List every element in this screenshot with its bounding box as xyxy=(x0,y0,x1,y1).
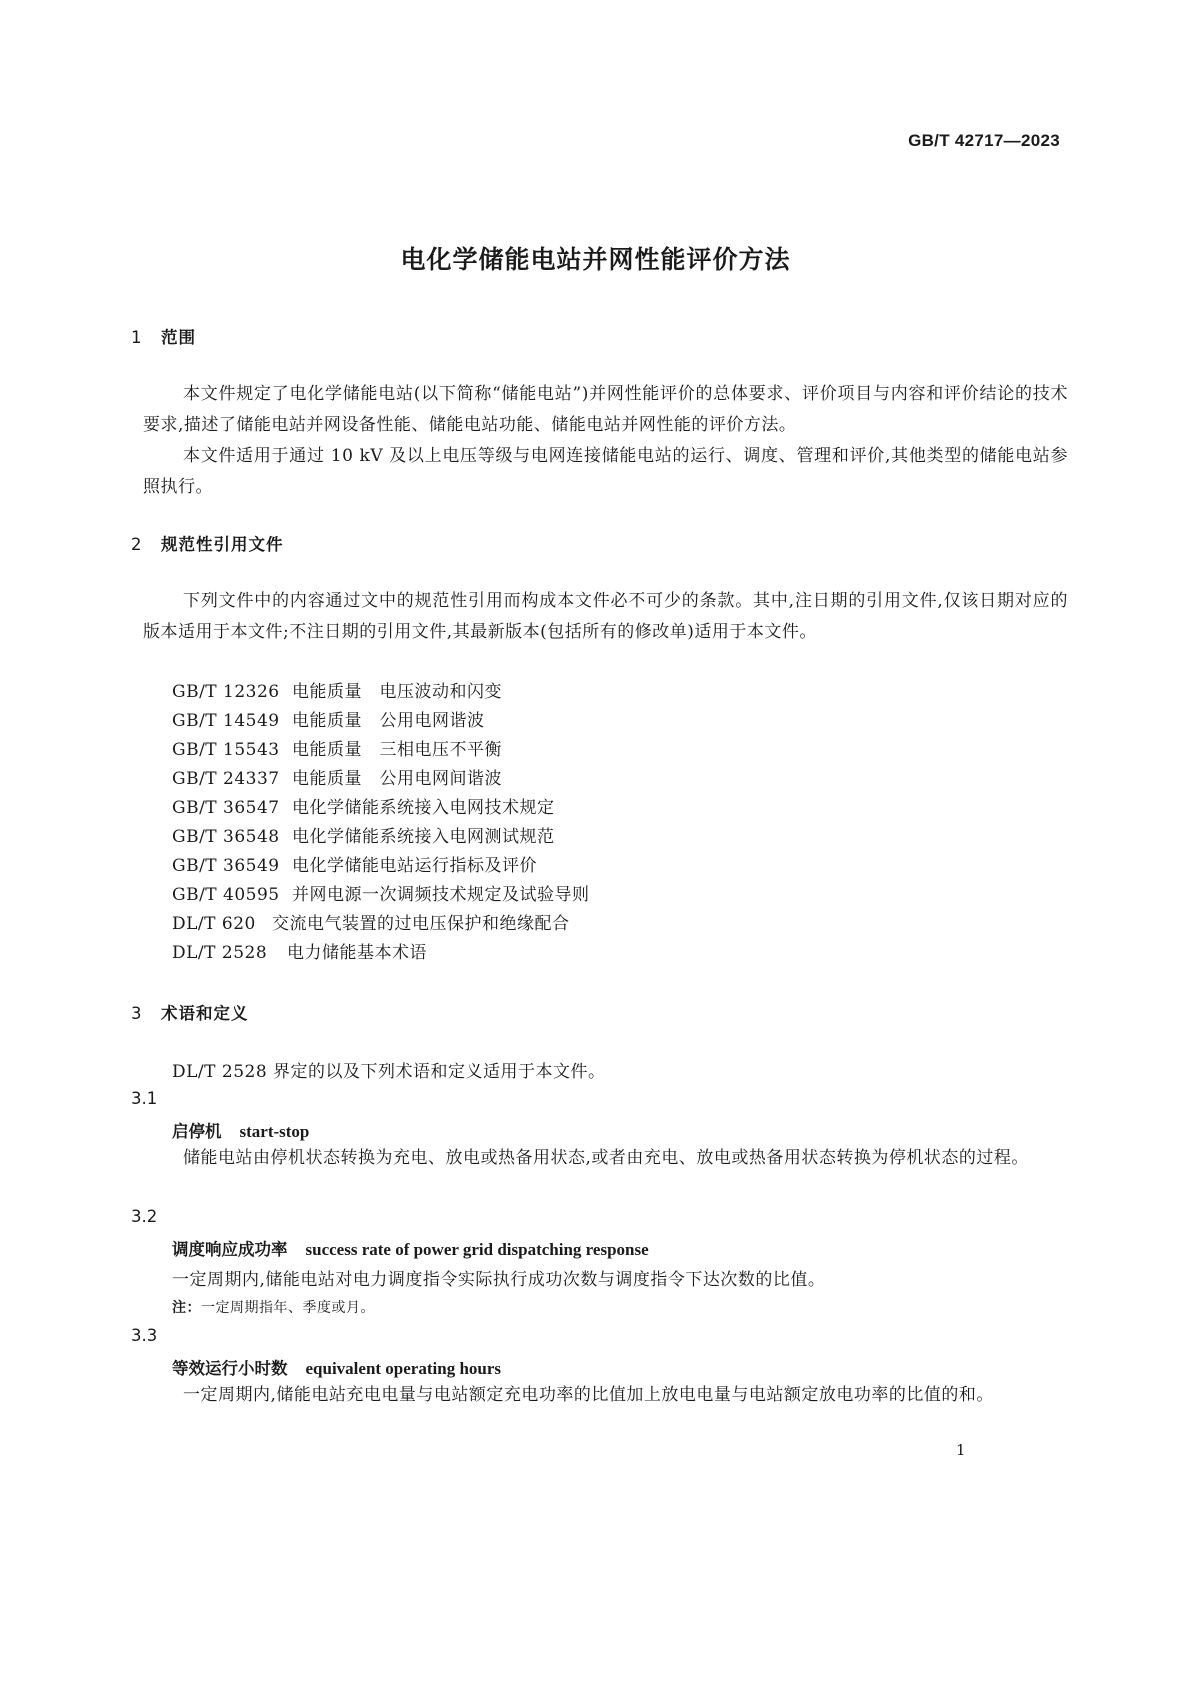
term-zh: 调度响应成功率 xyxy=(172,1240,288,1259)
section-title: 术语和定义 xyxy=(161,1004,249,1023)
term-definition: 一定周期内,储能电站对电力调度指令实际执行成功次数与调度指令下达次数的比值。 xyxy=(172,1270,826,1290)
reference-name: 电化学储能系统接入电网测试规范 xyxy=(292,827,555,847)
reference-item xyxy=(172,880,590,905)
reference-code: GB/T 14549 xyxy=(172,711,280,731)
note xyxy=(172,1297,375,1317)
term-heading xyxy=(172,1118,309,1142)
section-1-heading xyxy=(131,324,196,348)
reference-item xyxy=(172,677,502,702)
term-zh: 等效运行小时数 xyxy=(172,1359,288,1378)
section-2-heading xyxy=(131,531,284,555)
reference-code: GB/T 36549 xyxy=(172,856,280,876)
reference-name: 电化学储能电站运行指标及评价 xyxy=(292,856,537,876)
section-number: 3 xyxy=(131,1004,143,1023)
section-title: 范围 xyxy=(161,328,196,347)
section-number: 1 xyxy=(131,328,143,347)
term-heading xyxy=(172,1236,649,1260)
reference-name: 电力储能基本术语 xyxy=(287,943,427,963)
section-3-heading xyxy=(131,1000,249,1024)
reference-name: 电能质量 公用电网谐波 xyxy=(292,711,485,731)
reference-item xyxy=(172,851,537,876)
reference-item xyxy=(172,909,570,934)
section-title: 规范性引用文件 xyxy=(161,535,284,554)
term-en: equivalent operating hours xyxy=(305,1359,502,1378)
reference-name: 电能质量 三相电压不平衡 xyxy=(292,740,502,760)
reference-name: 电能质量 公用电网间谐波 xyxy=(292,769,502,789)
reference-code: GB/T 36548 xyxy=(172,827,280,847)
reference-code: GB/T 12326 xyxy=(172,682,280,702)
term-definition: 一定周期内,储能电站充电电量与电站额定充电功率的比值加上放电电量与电站额定放电功率的比值的和。 xyxy=(183,1385,994,1405)
reference-code: GB/T 40595 xyxy=(172,885,280,905)
reference-name: 交流电气装置的过电压保护和绝缘配合 xyxy=(272,914,570,934)
terms-intro: DL/T 2528 界定的以及下列术语和定义适用于本文件。 xyxy=(172,1062,606,1082)
paragraph: 本文件适用于通过 10 kV 及以上电压等级与电网连接储能电站的运行、调度、管理和评价,其他类型的储能电站参照执行。 xyxy=(143,446,1068,497)
term-zh: 启停机 xyxy=(172,1122,222,1141)
reference-item xyxy=(172,764,502,789)
term-definition: 储能电站由停机状态转换为充电、放电或热备用状态,或者由充电、放电或热备用状态转换为停机状态的过程。 xyxy=(183,1148,1029,1168)
page-number: 1 xyxy=(956,1441,966,1459)
paragraph: 下列文件中的内容通过文中的规范性引用而构成本文件必不可少的条款。其中,注日期的引用文件,仅该日期对应的版本适用于本文件;不注日期的引用文件,其最新版本(包括所有的修改单)适用于本文件。 xyxy=(143,591,1068,642)
document-title: 电化学储能电站并网性能评价方法 xyxy=(400,245,791,274)
reference-item xyxy=(172,938,427,963)
paragraph: 本文件规定了电化学储能电站(以下简称“储能电站”)并网性能评价的总体要求、评价项目与内容和评价结论的技术要求,描述了储能电站并网设备性能、储能电站功能、储能电站并网性能的评价方法。 xyxy=(143,384,1068,435)
reference-code: GB/T 24337 xyxy=(172,769,280,789)
reference-name: 电化学储能系统接入电网技术规定 xyxy=(292,798,555,818)
standard-code: GB/T 42717—2023 xyxy=(908,131,1060,150)
reference-code: GB/T 15543 xyxy=(172,740,280,760)
reference-code: DL/T 2528 xyxy=(172,943,268,963)
reference-name: 并网电源一次调频技术规定及试验导则 xyxy=(292,885,590,905)
term-number: 3.2 xyxy=(131,1207,158,1226)
reference-code: GB/T 36547 xyxy=(172,798,280,818)
reference-code: DL/T 620 xyxy=(172,914,256,934)
note-text: 一定周期指年、季度或月。 xyxy=(201,1300,375,1316)
reference-item xyxy=(172,735,502,760)
reference-item xyxy=(172,706,485,731)
reference-item xyxy=(172,822,555,847)
term-heading xyxy=(172,1355,501,1379)
term-en: start-stop xyxy=(239,1122,310,1141)
reference-name: 电能质量 电压波动和闪变 xyxy=(292,682,502,702)
term-number: 3.1 xyxy=(131,1089,158,1108)
term-number: 3.3 xyxy=(131,1326,158,1345)
term-en: success rate of power grid dispatching response xyxy=(305,1240,649,1259)
section-number: 2 xyxy=(131,535,143,554)
reference-item xyxy=(172,793,555,818)
note-label: 注： xyxy=(172,1300,201,1316)
